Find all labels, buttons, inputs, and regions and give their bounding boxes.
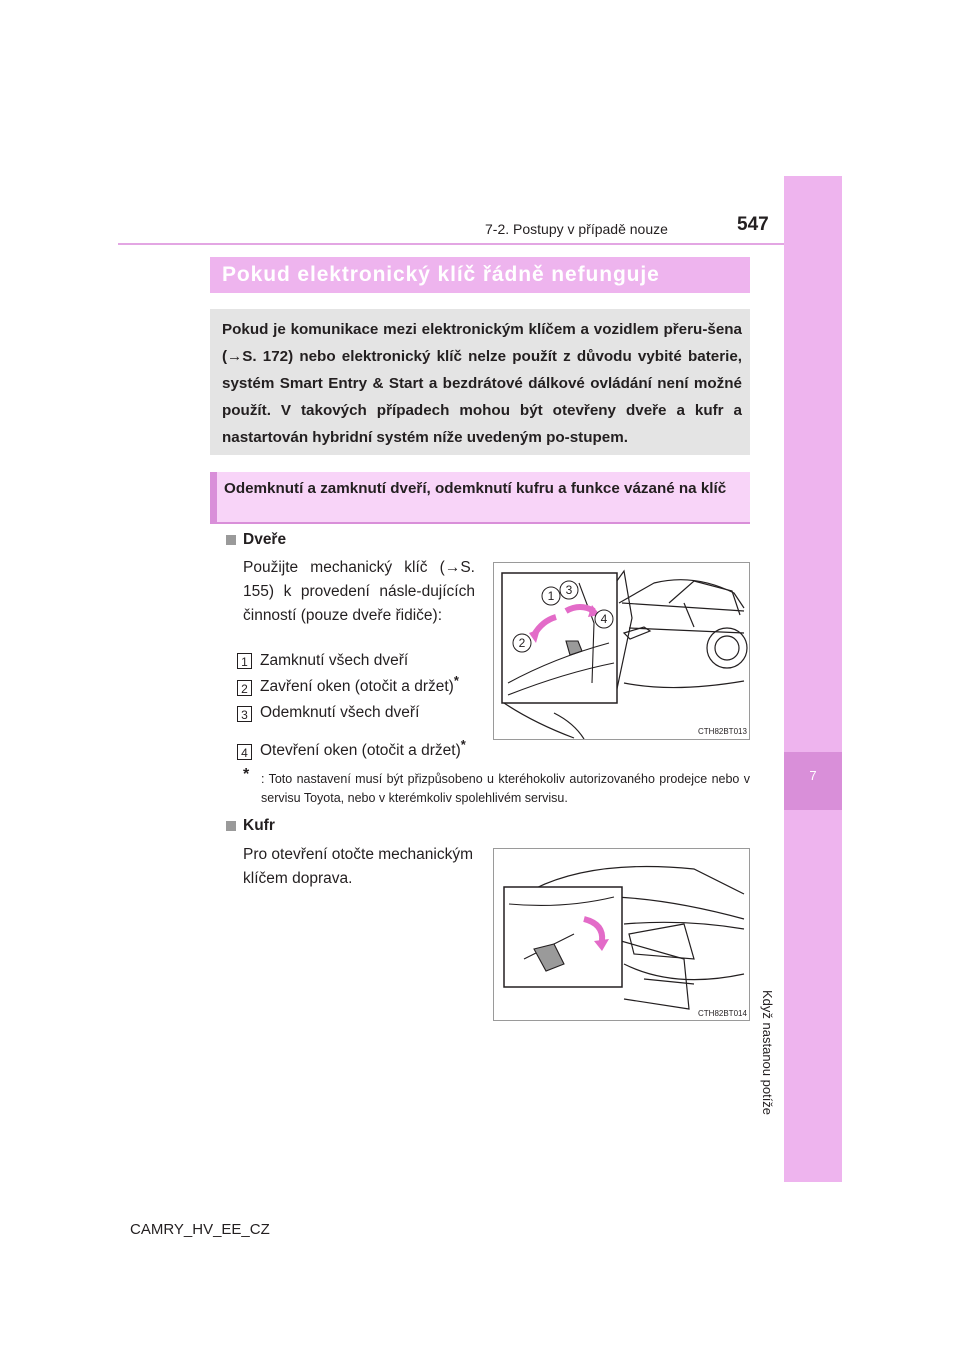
subsection-underline [210,522,750,524]
door-key-figure [493,562,750,740]
trunk-key-figure [493,848,750,1021]
door-key-illustration [494,563,749,739]
chapter-number: 7 [809,768,817,783]
step-label-1: Zamknutí všech dveří [260,652,409,669]
footnote [243,766,750,808]
chapter-side-tab [784,176,842,1182]
step-label-4: Otevření oken (otočit a držet)* [260,737,466,759]
figure-code: CTH82BT014 [698,1009,747,1018]
chapter-title: Když nastanou potíže [760,990,775,1116]
trunk-text: Pro otevření otočte mechanickým klíčem doprava. [243,846,474,887]
step-number-1: 1 [237,653,252,669]
step-number-2: 2 [237,680,252,696]
doors-heading: Dveře [243,531,287,548]
figure-label-2: 2 [518,636,526,650]
footnote-text: : Toto nastavení musí být přizpůsobeno u kteréhokoliv autorizovaného prodejce nebo v servisu Toyota, nebo v kterémkoliv spolehlivém servisu. [261,772,750,805]
page-number: 547 [737,214,769,235]
step-number-4: 4 [237,744,252,760]
trunk-heading: Kufr [243,817,275,834]
subsection-heading: Odemknutí a zamknutí dveří, odemknutí kufru a funkce vázané na klíč [224,480,727,497]
figure-code: CTH82BT013 [698,727,747,736]
trunk-key-illustration [494,849,749,1020]
page-heading: Pokud elektronický klíč řádně nefunguje [222,263,660,286]
step-label-3: Odemknutí všech dveří [260,704,420,721]
step-number-3: 3 [237,706,252,722]
document-code: CAMRY_HV_EE_CZ [130,1221,270,1238]
header-rule [118,243,784,245]
intro-text: Pokud je komunikace mezi elektronickým klíčem a vozidlem přeru-šena (→S. 172) nebo elektronický klíč nelze použít z důvodu vybité baterie, systém Smart Entry & Start a bezdrátové dálkové ovládání není možné použít. V takových případech mohou být otevřeny dveře a kufr a nastartován hybridní systém níže uvedeným po-stupem. [222,321,742,446]
step-label-2: Zavření oken (otočit a držet)* [260,673,459,695]
doors-text: Použijte mechanický klíč (→S. 155) k provedení násle-dujících činností (pouze dveře řidiče): [243,559,475,624]
figure-label-1: 1 [547,589,555,603]
bullet-square-icon [226,535,236,545]
figure-label-4: 4 [600,612,608,626]
section-title: 7-2. Postupy v případě nouze [485,221,668,237]
bullet-square-icon [226,821,236,831]
footnote-asterisk: * [243,766,250,783]
figure-label-3: 3 [565,583,573,597]
